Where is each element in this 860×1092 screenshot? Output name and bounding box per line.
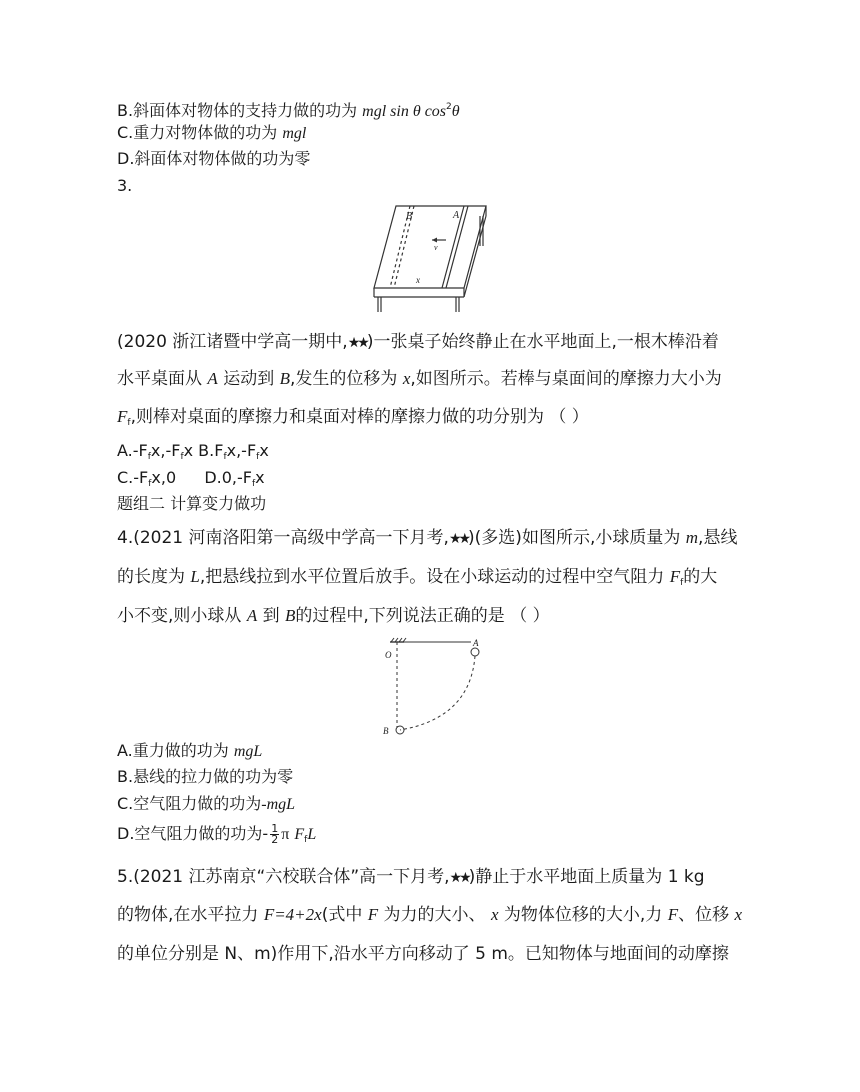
label-b: B: [406, 211, 413, 222]
difficulty-stars: ★★: [347, 335, 367, 351]
q4-stem-line1: 4.(2021 河南洛阳第一高级中学高一下月考,★★)(多选)如图所示,小球质量为 m,悬线: [117, 528, 738, 548]
q3-option-d: $D.0,-F_fx$: [204, 468, 265, 489]
label-a: A: [473, 638, 479, 648]
label-a: A: [453, 210, 460, 221]
q3-stem-line3: $F_f$,则棒对桌面的摩擦力和桌面对棒的摩擦力做的功分别为 （ ）: [117, 407, 589, 428]
pendulum-figure: [378, 636, 488, 738]
label-b: B: [383, 726, 389, 736]
q3-options-ab: [117, 441, 269, 467]
q4-option-c: C.空气阻力做的功为-mgL: [117, 794, 296, 813]
q4-option-d: D.空气阻力做的功为- $\frac{1}{2}$ π $F_fL$: [117, 822, 317, 846]
q3-option-c: $C.-F_fx,0$: [117, 468, 177, 489]
q3-stem-line1: (2020 浙江诸暨中学高一期中,★★)一张桌子始终静止在水平地面上,一根木棒沿着: [117, 332, 719, 352]
q4-stem-line3: 小不变,则小球从 A 到 B的过程中,下列说法正确的是 （ ）: [117, 606, 550, 626]
table-rod-figure: [368, 204, 494, 314]
q3-options-cd: [117, 468, 265, 494]
q2-option-b-expr: mgl sin θ cos: [362, 103, 447, 120]
q3-number: 3.: [117, 176, 133, 195]
q5-stem-line2: 的物体,在水平拉力 F=4+2x(式中 F 为力的大小、 x 为物体位移的大小,力 F、位移 x: [117, 905, 743, 925]
q2-option-b: B.斜面体对物体的支持力做的功为 mgl sin θ $\cos^2\theta$: [117, 101, 460, 120]
difficulty-stars: ★★: [448, 531, 469, 547]
label-v: v: [434, 243, 438, 252]
q2-option-d: D.斜面体对物体做的功为零: [117, 149, 311, 168]
q5-stem-line1: 5.(2021 江苏南京“六校联合体”高一下月考,★★)静止于水平地面上质量为 1 kg: [117, 867, 705, 887]
q4-option-a: A.重力做的功为 mgL: [117, 741, 263, 760]
label-o: O: [385, 650, 392, 660]
difficulty-stars: ★★: [449, 870, 469, 886]
group2-heading: 题组二 计算变力做功: [117, 494, 267, 513]
q4-option-b: B.悬线的拉力做的功为零: [117, 767, 294, 786]
q3-option-b: $B.F_fx,-F_fx$: [198, 441, 269, 462]
q3-stem-line2: 水平桌面从 A 运动到 B,发生的位移为 x,如图所示。若棒与桌面间的摩擦力大小为: [117, 369, 722, 389]
q3-option-a: $A.-F_fx,-F_fx$: [117, 441, 194, 462]
q5-stem-line3: 的单位分别是 N、m)作用下,沿水平方向移动了 5 m。已知物体与地面间的动摩擦: [117, 944, 729, 964]
label-x: x: [416, 275, 420, 285]
fraction: $\frac{1}{2}$: [271, 822, 279, 846]
q2-option-c: C.重力对物体做的功为 mgl: [117, 123, 307, 142]
q4-stem-line2: 的长度为 L,把悬线拉到水平位置后放手。设在小球运动的过程中空气阻力 $F_f$的大: [117, 567, 718, 588]
